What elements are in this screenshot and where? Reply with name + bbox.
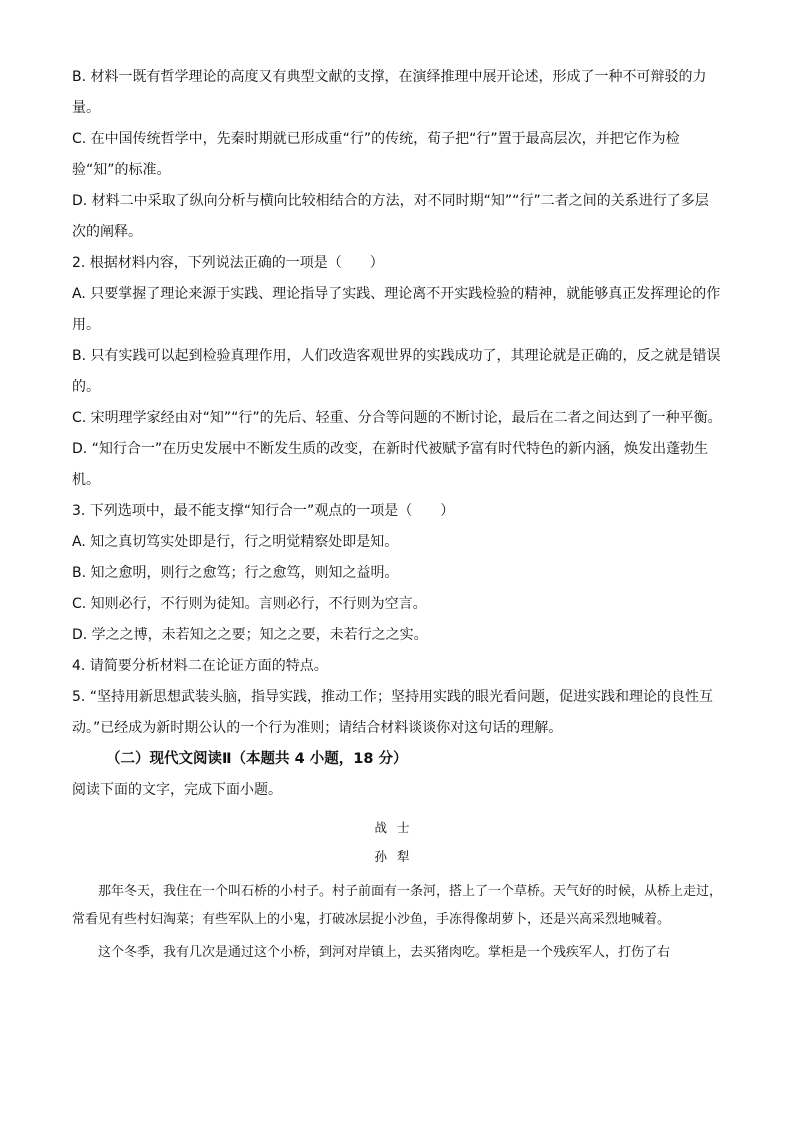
question-4-stem: 4. 请简要分析材料二在论证方面的特点。 <box>72 658 328 674</box>
q3-option-b: B. 知之愈明，则行之愈笃；行之愈笃，则知之益明。 <box>72 565 399 581</box>
story-paragraph-2: 这个冬季，我有几次是通过这个小桥，到河对岸镇上，去买猪肉吃。掌柜是一个残疾军人，打伤了右 <box>98 945 671 960</box>
q2-option-b: B. 只有实践可以起到检验真理作用，人们改造客观世界的实践成功了，其理论就是正确的，反之就是错误的。 <box>72 348 721 395</box>
q3-option-d: D. 学之之博，未若知之之要；知之之要，未若行之之实。 <box>72 627 428 643</box>
q3-option-c: C. 知则必行，不行则为徒知。言则必行，不行则为空言。 <box>72 596 427 612</box>
story-title: 战士 <box>374 820 420 835</box>
q2-option-d: D. “知行合一”在历史发展中不断发生质的改变，在新时代被赋予富有时代特色的新内涵，焕发出蓬勃生机。 <box>72 441 709 488</box>
q2-option-a: A. 只要掌握了理论来源于实践、理论指导了实践、理论离不开实践检验的精神，就能够真正发挥理论的作用。 <box>72 286 721 333</box>
story-paragraph-1: 那年冬天，我住在一个叫石桥的小村子。村子前面有一条河，搭上了一个草桥。天气好的时候，从桥上走过，常看见有些村妇淘菜；有些军队上的小鬼，打破冰层捉小沙鱼，手冻得像胡萝卜，还是兴高采烈地喊着。 <box>72 884 723 927</box>
question-2-stem: 2. 根据材料内容，下列说法正确的一项是（ ） <box>72 255 384 271</box>
q2-option-c: C. 宋明理学家经由对“知”“行”的先后、轻重、分合等问题的不断讨论，最后在二者之间达到了一种平衡。 <box>72 410 722 426</box>
q3-option-a: A. 知之真切笃实处即是行，行之明觉精察处即是知。 <box>72 534 399 550</box>
question-3-stem: 3. 下列选项中，最不能支撑“知行合一”观点的一项是（ ） <box>72 503 455 519</box>
option-b-text: B. 材料一既有哲学理论的高度又有典型文献的支撑，在演绎推理中展开论述，形成了一种不可辩驳的力量。 <box>72 69 707 116</box>
option-c-text: C. 在中国传统哲学中，先秦时期就已形成重“行”的传统，荀子把“行”置于最高层次，并把它作为检验“知”的标准。 <box>72 131 680 178</box>
section-heading: （二）现代文阅读Ⅱ（本题共 4 小题，18 分） <box>106 751 408 767</box>
option-d-text: D. 材料二中采取了纵向分析与横向比较相结合的方法，对不同时期“知”“行”二者之间的关系进行了多层次的阐释。 <box>72 193 709 240</box>
story-author: 孙犁 <box>374 849 420 864</box>
page-content <box>72 62 722 967</box>
reading-instruction: 阅读下面的文字，完成下面小题。 <box>72 782 282 798</box>
question-5-stem: 5. “坚持用新思想武装头脑，指导实践，推动工作；坚持用实践的眼光看问题，促进实践和理论的良性互动。”已经成为新时期公认的一个行为准则；请结合材料谈谈你对这句话的理解。 <box>72 689 714 736</box>
